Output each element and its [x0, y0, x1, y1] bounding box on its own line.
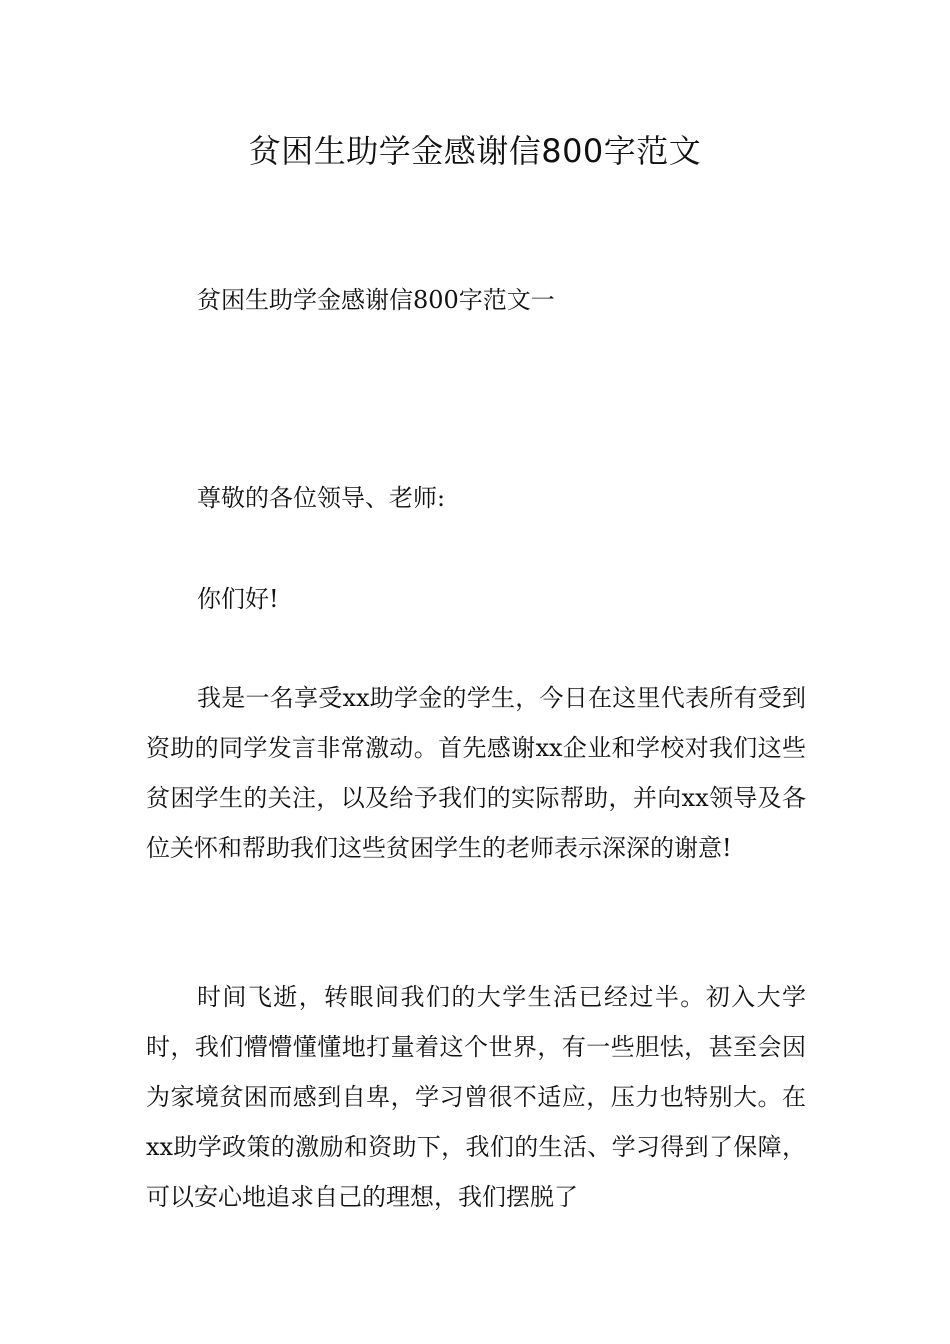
section-subtitle: 贫困生助学金感谢信800字范文一: [197, 286, 555, 314]
body-paragraph-1: 我是一名享受xx助学金的学生，今日在这里代表所有受到资助的同学发言非常激动。首先感谢xx企业和学校对我们这些贫困学生的关注，以及给予我们的实际帮助，并向xx领导及各位关怀和帮助我们这些贫困学生的老师表示深深的谢意!: [146, 684, 806, 862]
salutation: 尊敬的各位领导、老师:: [197, 484, 446, 512]
document-title: 贫困生助学金感谢信800字范文: [248, 132, 702, 170]
body-paragraph-2: 时间飞逝，转眼间我们的大学生活已经过半。初入大学时，我们懵懵懂懂地打量着这个世界，有一些胆怯，甚至会因为家境贫困而感到自卑，学习曾很不适应，压力也特别大。在xx助学政策的激励和资助下，我们的生活、学习得到了保障，可以安心地追求自己的理想，我们摆脱了: [146, 983, 806, 1211]
greeting: 你们好!: [197, 585, 279, 613]
